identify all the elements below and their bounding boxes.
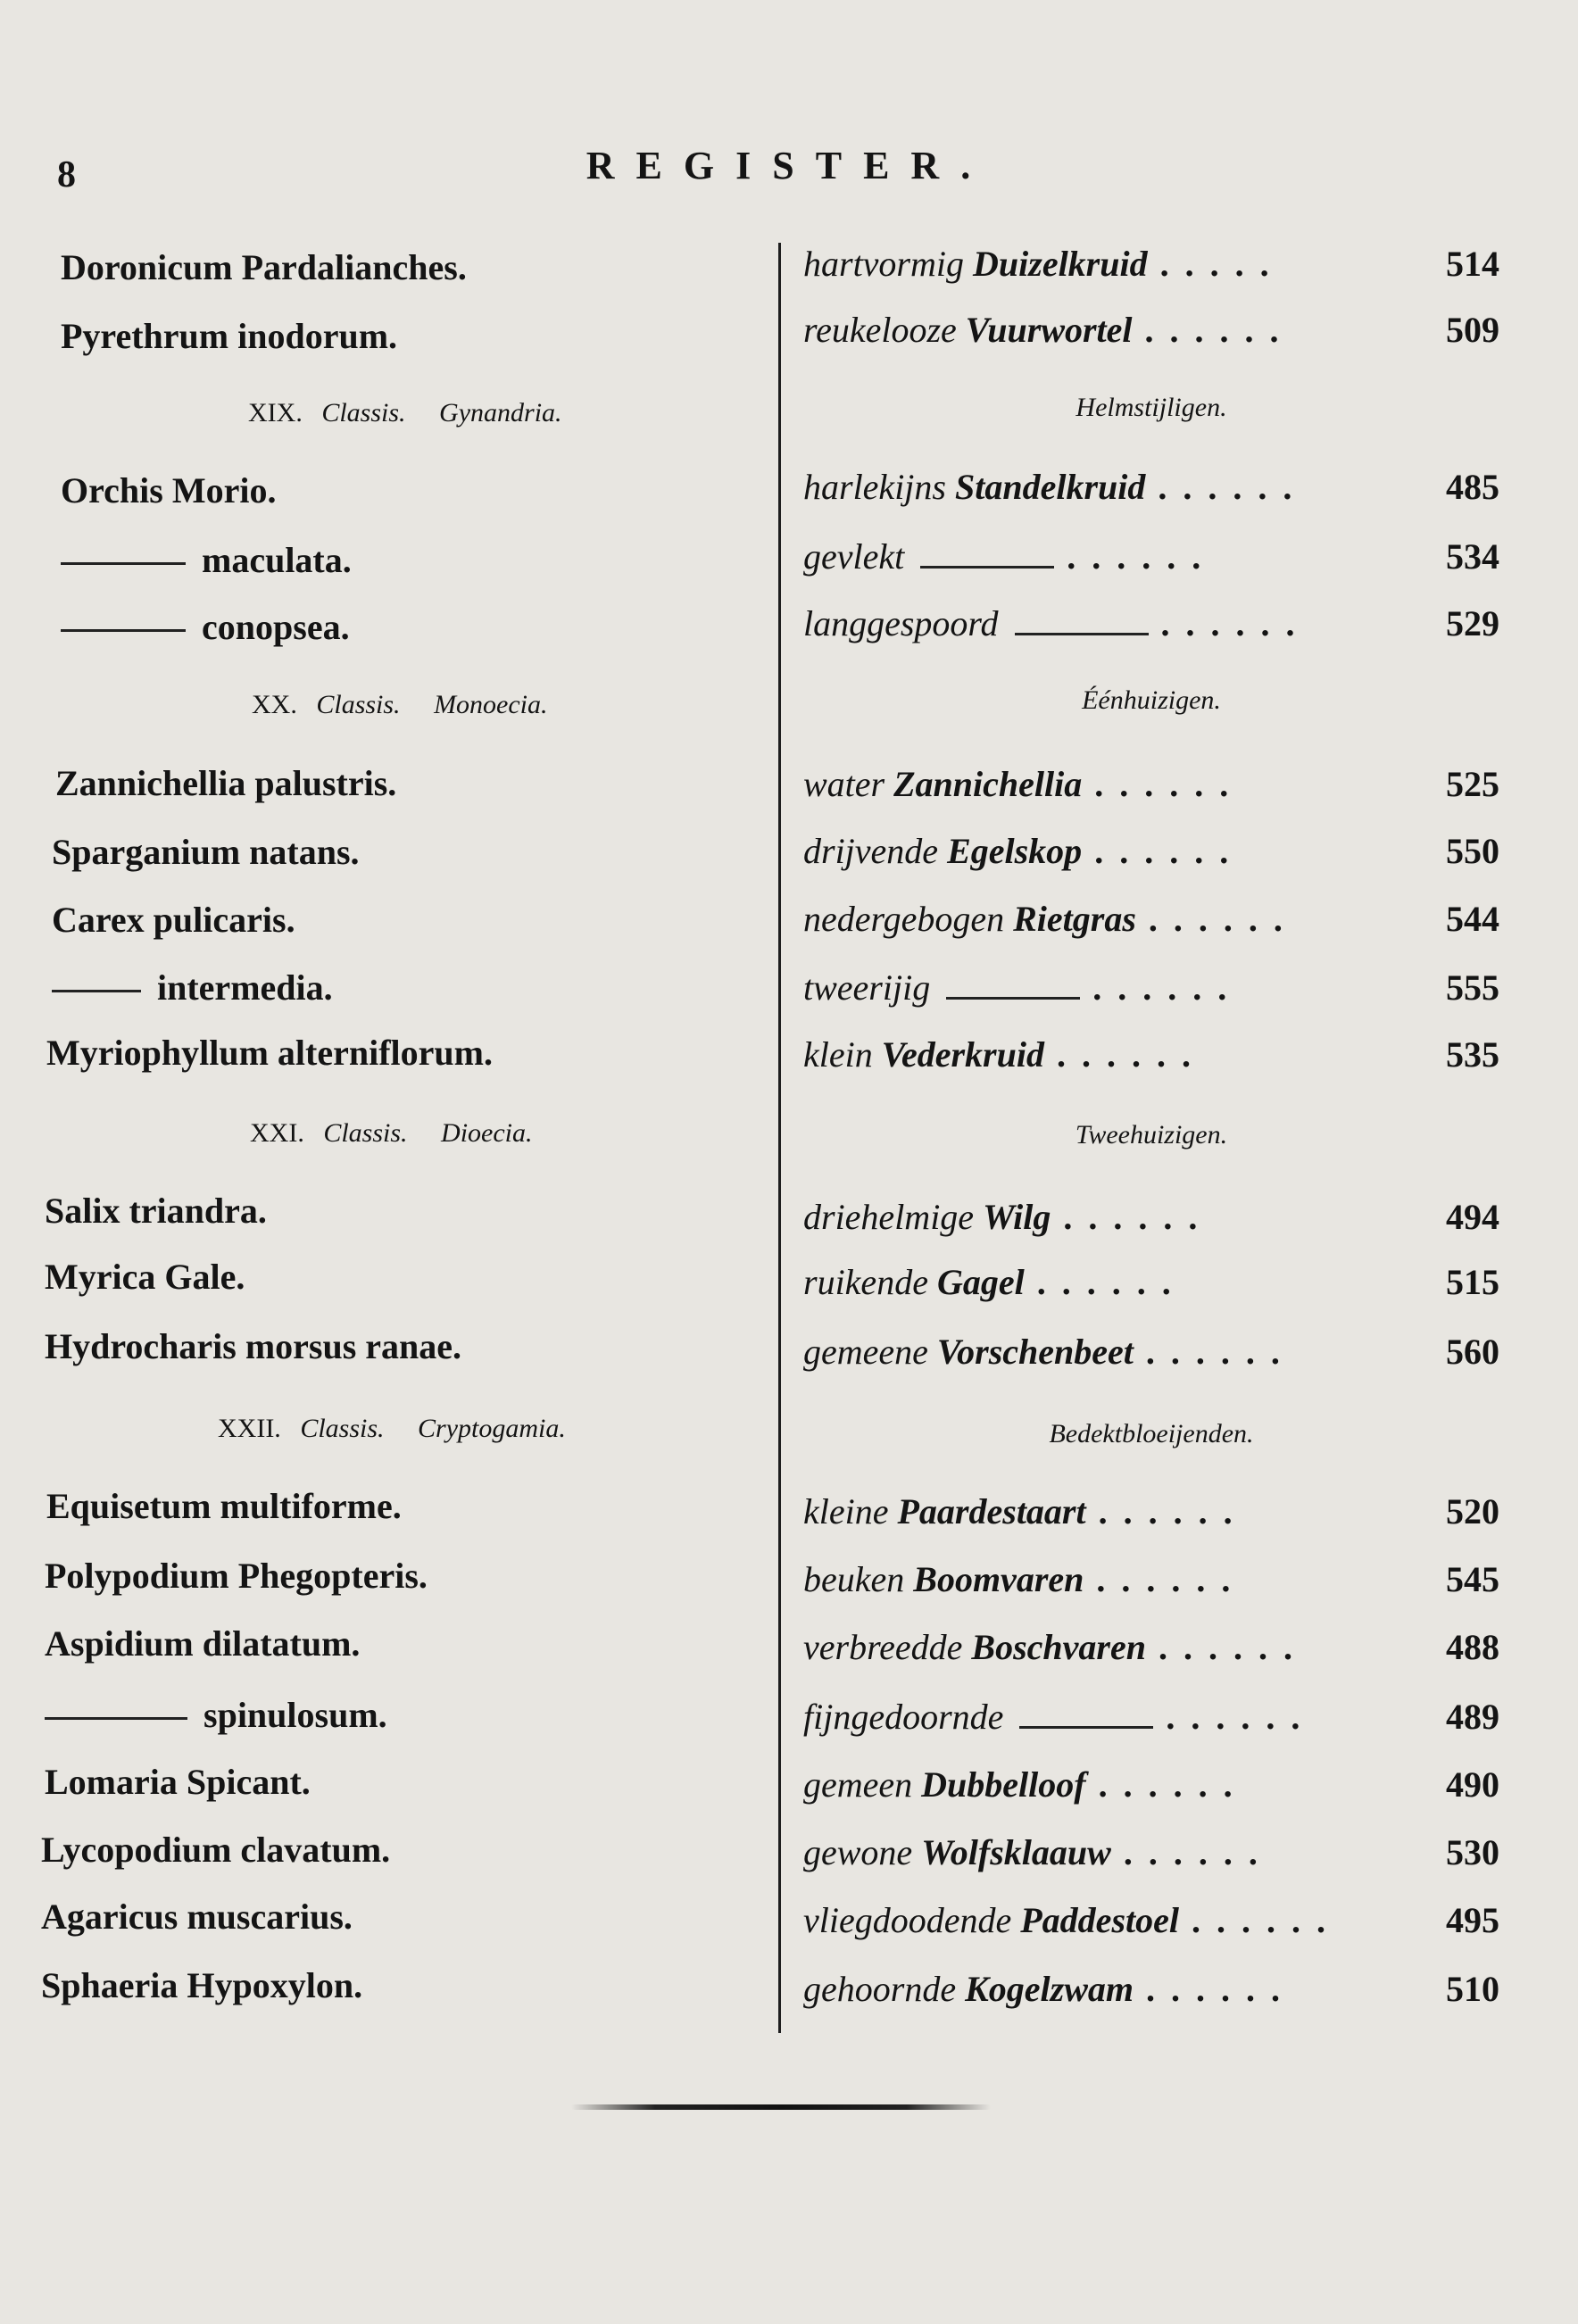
class-label: Classis. <box>316 690 401 719</box>
dutch-entry: gevlekt ...... 534 <box>803 536 1499 577</box>
latin-name-continued: intermedia. <box>52 970 333 1006</box>
dutch-entry: beuken Boomvaren ...... 545 <box>803 1559 1499 1599</box>
class-name: Dioecia. <box>441 1118 533 1148</box>
class-heading-right: Éénhuizigen. <box>1082 685 1221 715</box>
latin-name: Orchis Morio. <box>61 470 277 510</box>
class-label: Classis. <box>323 1118 408 1148</box>
ditto-dash <box>946 997 1080 1000</box>
class-number: XXI. <box>250 1118 304 1148</box>
closing-rule <box>571 2104 991 2110</box>
page-title: REGISTER. <box>586 144 992 187</box>
class-heading-right: Helmstijligen. <box>1076 393 1227 422</box>
class-number: XXII. <box>218 1414 281 1443</box>
dutch-entry: hartvormig Duizelkruid ..... 514 <box>803 244 1499 284</box>
dutch-entry: gewone Wolfsklaauw ...... 530 <box>803 1832 1499 1872</box>
dutch-entry: gehoornde Kogelzwam ...... 510 <box>803 1969 1499 2009</box>
latin-name-continued: spinulosum. <box>45 1697 387 1733</box>
class-heading-left <box>252 690 548 720</box>
latin-name: Zannichellia palustris. <box>55 763 397 803</box>
dutch-entry: klein Vederkruid ...... 535 <box>803 1034 1499 1075</box>
dutch-entry: langgespoord ...... 529 <box>803 603 1499 643</box>
latin-name: Equisetum multiforme. <box>46 1486 402 1526</box>
class-heading-right: Bedektbloeijenden. <box>1049 1419 1254 1448</box>
dutch-entry: harlekijns Standelkruid ...... 485 <box>803 467 1499 507</box>
dutch-entry: vliegdoodende Paddestoel ...... 495 <box>803 1900 1499 1940</box>
dutch-entry: fijngedoornde ...... 489 <box>803 1697 1499 1737</box>
latin-name: Polypodium Phegopteris. <box>45 1556 428 1596</box>
ditto-dash <box>1019 1726 1153 1729</box>
latin-name: Agaricus muscarius. <box>41 1897 353 1937</box>
ditto-dash <box>61 562 186 565</box>
latin-name: Lycopodium clavatum. <box>41 1830 391 1870</box>
latin-name: Myriophyllum alterniflorum. <box>46 1033 493 1073</box>
class-label: Classis. <box>321 398 406 427</box>
dutch-entry: water Zannichellia ...... 525 <box>803 764 1499 804</box>
latin-name: Doronicum Pardalianches. <box>61 247 467 287</box>
latin-name: Lomaria Spicant. <box>45 1762 311 1802</box>
dutch-entry: kleine Paardestaart ...... 520 <box>803 1491 1499 1531</box>
latin-name: Pyrethrum inodorum. <box>61 316 398 356</box>
dutch-entry: ruikende Gagel ...... 515 <box>803 1262 1499 1302</box>
ditto-dash <box>52 990 141 992</box>
dutch-entry: gemeene Vorschenbeet ...... 560 <box>803 1332 1499 1372</box>
dutch-entry: driehelmige Wilg ...... 494 <box>803 1197 1499 1237</box>
class-name: Gynandria. <box>439 398 562 427</box>
class-heading-left <box>248 398 562 428</box>
latin-name-continued: conopsea. <box>61 610 350 645</box>
latin-name: Salix triandra. <box>45 1191 267 1231</box>
ditto-dash <box>920 566 1054 569</box>
class-name: Monoecia. <box>434 690 548 719</box>
column-divider <box>778 243 781 2033</box>
class-heading-right: Tweehuizigen. <box>1075 1120 1228 1150</box>
dutch-entry: tweerijig ...... 555 <box>803 967 1499 1008</box>
latin-name: Carex pulicaris. <box>52 900 295 940</box>
dutch-entry: gemeen Dubbelloof ...... 490 <box>803 1764 1499 1805</box>
latin-name: Myrica Gale. <box>45 1257 245 1297</box>
class-label: Classis. <box>300 1414 385 1443</box>
dutch-entry: verbreedde Boschvaren ...... 488 <box>803 1627 1499 1667</box>
page-number: 8 <box>57 154 76 195</box>
latin-name: Hydrocharis morsus ranae. <box>45 1326 462 1366</box>
dutch-entry: nedergebogen Rietgras ...... 544 <box>803 899 1499 939</box>
ditto-dash <box>45 1717 187 1720</box>
latin-name: Sparganium natans. <box>52 832 360 872</box>
latin-name-continued: maculata. <box>61 543 352 578</box>
latin-name: Aspidium dilatatum. <box>45 1623 361 1664</box>
class-number: XX. <box>252 690 297 719</box>
ditto-dash <box>1015 633 1149 635</box>
dutch-entry: reukelooze Vuurwortel ...... 509 <box>803 310 1499 350</box>
latin-name: Sphaeria Hypoxylon. <box>41 1965 363 2005</box>
dutch-entry: drijvende Egelskop ...... 550 <box>803 831 1499 871</box>
class-heading-left <box>218 1414 566 1444</box>
class-name: Cryptogamia. <box>418 1414 566 1443</box>
class-heading-left <box>250 1118 533 1149</box>
class-number: XIX. <box>248 398 303 427</box>
ditto-dash <box>61 629 186 632</box>
